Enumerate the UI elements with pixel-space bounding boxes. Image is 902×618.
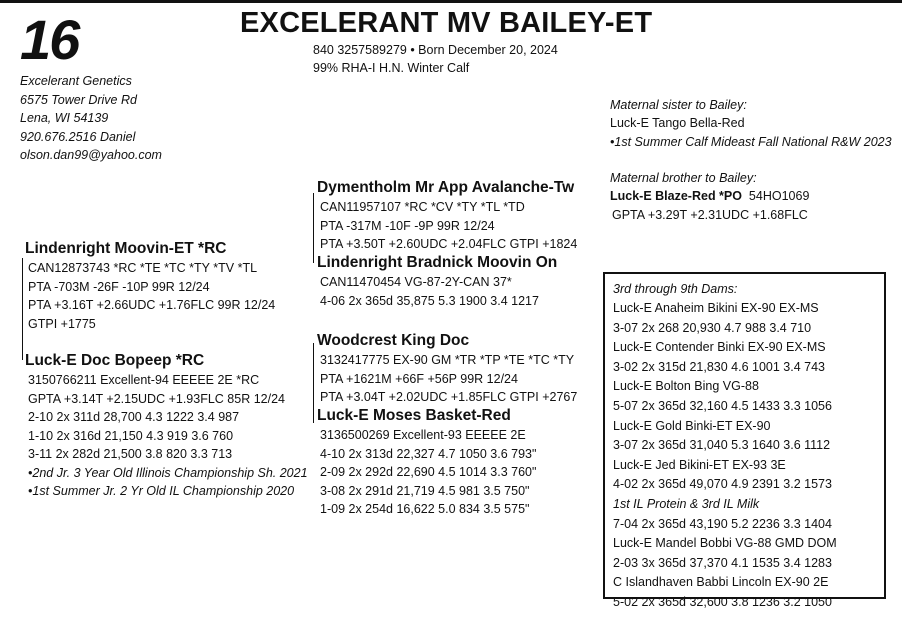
dam-record: 3-11 2x 282d 21,500 3.8 820 3.3 713 (28, 447, 233, 461)
dams-sire-registration: 3132417775 EX-90 GM *TR *TP *TE *TC *TY (320, 353, 575, 367)
consignor-phone: 920.676.2516 Daniel (20, 129, 136, 144)
dams-box-heading: 3rd through 9th Dams: (613, 282, 738, 296)
dam-block (25, 351, 308, 501)
sire-name: Lindenright Moovin-ET *RC (25, 240, 227, 257)
dam-record: 2-10 2x 311d 28,700 4.3 1222 3.4 987 (28, 410, 240, 424)
sires-dam-block (317, 253, 557, 310)
dams-dam-name: Luck-E Moses Basket-Red (317, 407, 511, 424)
sires-dam-registration: CAN11470454 VG-87-2Y-CAN 37* (320, 275, 512, 289)
dam-line: Luck-E Jed Bikini-ET EX-93 3E (613, 457, 786, 472)
dam-record: 1-10 2x 316d 21,150 4.3 919 3.6 760 (28, 428, 234, 443)
dams-dam-record: 3-08 2x 291d 21,719 4.5 981 3.5 750" (320, 483, 530, 498)
dam-bracket (313, 343, 314, 423)
maternal-sister-award: •1st Summer Calf Mideast Fall National R&W 2023 (610, 134, 892, 149)
dam-gpta: GPTA +3.14T +2.15UDC +1.93FLC 85R 12/24 (28, 391, 285, 406)
sire-registration: CAN12873743 *RC *TE *TC *TY *TV *TL (28, 261, 258, 275)
dams-list (613, 280, 837, 613)
consignor-name: Excelerant Genetics (20, 74, 132, 88)
dam-line: Luck-E Gold Binki-ET EX-90 (613, 418, 771, 433)
dams-dam-block (317, 406, 536, 519)
maternal-brother-name-line (610, 187, 809, 206)
sire-block (25, 239, 275, 333)
dams-dam-registration: 3136500269 Excellent-93 EEEEE 2E (320, 428, 526, 442)
consignor-city: Lena, WI 54139 (20, 111, 109, 125)
sires-sire-block (317, 178, 577, 254)
dam-line: 3-07 2x 365d 31,040 5.3 1640 3.6 1112 (613, 438, 831, 453)
sires-sire-pta-type: PTA +3.50T +2.60UDC +2.04FLC GTPI +1824 (320, 237, 578, 251)
sire-pta-type: PTA +3.16T +2.66UDC +1.76FLC 99R 12/24 (28, 298, 276, 312)
dam-award: •2nd Jr. 3 Year Old Illinois Championship Sh. 2021 (28, 465, 308, 480)
breed-info-line: 99% RHA-I H.N. Winter Calf (313, 61, 470, 75)
dams-dam-record: 4-10 2x 313d 22,327 4.7 1050 3.6 793" (320, 446, 537, 461)
sires-sire-pta-production: PTA -317M -10F -9P 99R 12/24 (320, 218, 495, 233)
maternal-brother-name: Luck-E Blaze-Red *PO (610, 189, 742, 203)
animal-name-title: EXCELERANT MV BAILEY-ET (240, 7, 653, 39)
dams-sire-name: Woodcrest King Doc (317, 332, 470, 349)
dam-line: Luck-E Anaheim Bikini EX-90 EX-MS (613, 301, 819, 315)
sire-pta-production: PTA -703M -26F -10P 99R 12/24 (28, 279, 210, 294)
sire-gtpi: GTPI +1775 (28, 316, 96, 331)
maternal-brother-block (610, 169, 809, 224)
dam-line: 2-03 3x 365d 37,370 4.1 1535 3.4 1283 (613, 555, 832, 570)
dam-line: C Islandhaven Babbi Lincoln EX-90 2E (613, 575, 829, 590)
dam-line: 3-07 2x 268 20,930 4.7 988 3.4 710 (613, 320, 812, 335)
consignor-address: 6575 Tower Drive Rd (20, 92, 137, 107)
dams-sire-block (317, 331, 577, 407)
lot-number: 16 (20, 8, 79, 71)
dams-rows (613, 299, 837, 613)
dam-award: •1st Summer Jr. 2 Yr Old IL Championship 2020 (28, 484, 295, 498)
dam-line: 3-02 2x 315d 21,830 4.6 1001 3.4 743 (613, 359, 825, 374)
sires-sire-name: Dymentholm Mr App Avalanche-Tw (317, 179, 575, 196)
sire-bracket (313, 193, 314, 263)
dam-name: Luck-E Doc Bopeep *RC (25, 352, 205, 369)
header-info (313, 41, 558, 77)
maternal-sister-heading: Maternal sister to Bailey: (610, 98, 747, 112)
pedigree-bracket (22, 258, 23, 360)
dam-registration: 3150766211 Excellent-94 EEEEE 2E *RC (28, 373, 260, 387)
dam-line: Luck-E Bolton Bing VG-88 (613, 379, 759, 394)
maternal-brother-gpta: GPTA +3.29T +2.31UDC +1.68FLC (612, 207, 808, 222)
dam-line: 7-04 2x 365d 43,190 5.2 2236 3.3 1404 (613, 516, 832, 531)
maternal-sister-name: Luck-E Tango Bella-Red (610, 116, 745, 130)
maternal-brother-heading: Maternal brother to Bailey: (610, 171, 757, 185)
dam-line: Luck-E Contender Binki EX-90 EX-MS (613, 340, 826, 355)
dam-line: 5-07 2x 365d 32,160 4.5 1433 3.3 1056 (613, 398, 832, 413)
consignor-email[interactable]: olson.dan99@yahoo.com (20, 148, 162, 162)
sires-dam-name: Lindenright Bradnick Moovin On (317, 254, 558, 271)
dam-line: 5-02 2x 365d 32,600 3.8 1236 3.2 1050 (613, 594, 832, 609)
dams-sire-pta-production: PTA +1621M +66F +56P 99R 12/24 (320, 371, 518, 386)
dams-dam-record: 1-09 2x 254d 16,622 5.0 834 3.5 575" (320, 502, 530, 516)
sires-sire-registration: CAN11957107 *RC *CV *TY *TL *TD (320, 200, 525, 214)
maternal-brother-code: 54HO1069 (741, 189, 810, 203)
consignor-contact (20, 72, 162, 165)
dams-dam-record: 2-09 2x 292d 22,690 4.5 1014 3.3 760" (320, 465, 537, 479)
dams-box (603, 272, 886, 609)
top-rule (0, 0, 902, 3)
dams-sire-pta-type: PTA +3.04T +2.02UDC +1.85FLC GTPI +2767 (320, 390, 578, 404)
dam-line: 1st IL Protein & 3rd IL Milk (613, 496, 760, 511)
dam-line: 4-02 2x 365d 49,070 4.9 2391 3.2 1573 (613, 477, 832, 492)
maternal-sister-block (610, 96, 892, 151)
sires-dam-record: 4-06 2x 365d 35,875 5.3 1900 3.4 1217 (320, 293, 539, 308)
dam-line: Luck-E Mandel Bobbi VG-88 GMD DOM (613, 536, 837, 551)
registration-birth-line: 840 3257589279 • Born December 20, 2024 (313, 43, 558, 57)
